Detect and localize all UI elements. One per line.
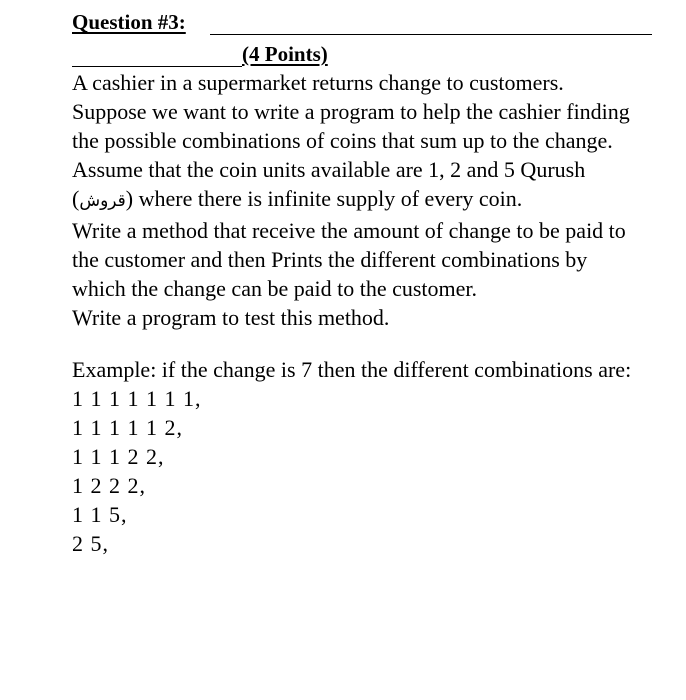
problem-text-start: A cashier in a supermarket returns change to customers. Suppose we want to write a program to help the cashier finding the possible combinations of coins that sum up to the change. Assume that the coin units available are 1, 2 and 5 Qurush (	[72, 70, 630, 211]
combination-item: 1 1 5,	[72, 502, 128, 527]
question-title: Question #3:	[72, 10, 186, 34]
example-intro: Example: if the change is 7 then the different combinations are:	[72, 357, 632, 382]
combination-list	[72, 384, 632, 558]
combination-item: 1 1 1 1 1 1 1,	[72, 386, 202, 411]
arabic-coin-name: قروش	[79, 191, 126, 211]
problem-text-end: ) where there is infinite supply of every coin.	[125, 186, 523, 211]
method-instruction: Write a method that receive the amount of change to be paid to the customer and then Prints the different combinations by which the change can be paid to the customer.	[72, 218, 626, 301]
points-underline-rule	[72, 66, 242, 67]
document	[72, 8, 632, 558]
question-points: (4 Points)	[242, 42, 328, 66]
combination-item: 2 5,	[72, 531, 109, 556]
points-header	[72, 40, 632, 68]
combination-item: 1 2 2 2,	[72, 473, 146, 498]
combination-item: 1 1 1 2 2,	[72, 444, 165, 469]
problem-description	[72, 68, 632, 216]
title-underline-rule	[210, 34, 652, 35]
question-header	[72, 8, 632, 36]
combination-item: 1 1 1 1 1 2,	[72, 415, 183, 440]
test-instruction: Write a program to test this method.	[72, 305, 390, 330]
